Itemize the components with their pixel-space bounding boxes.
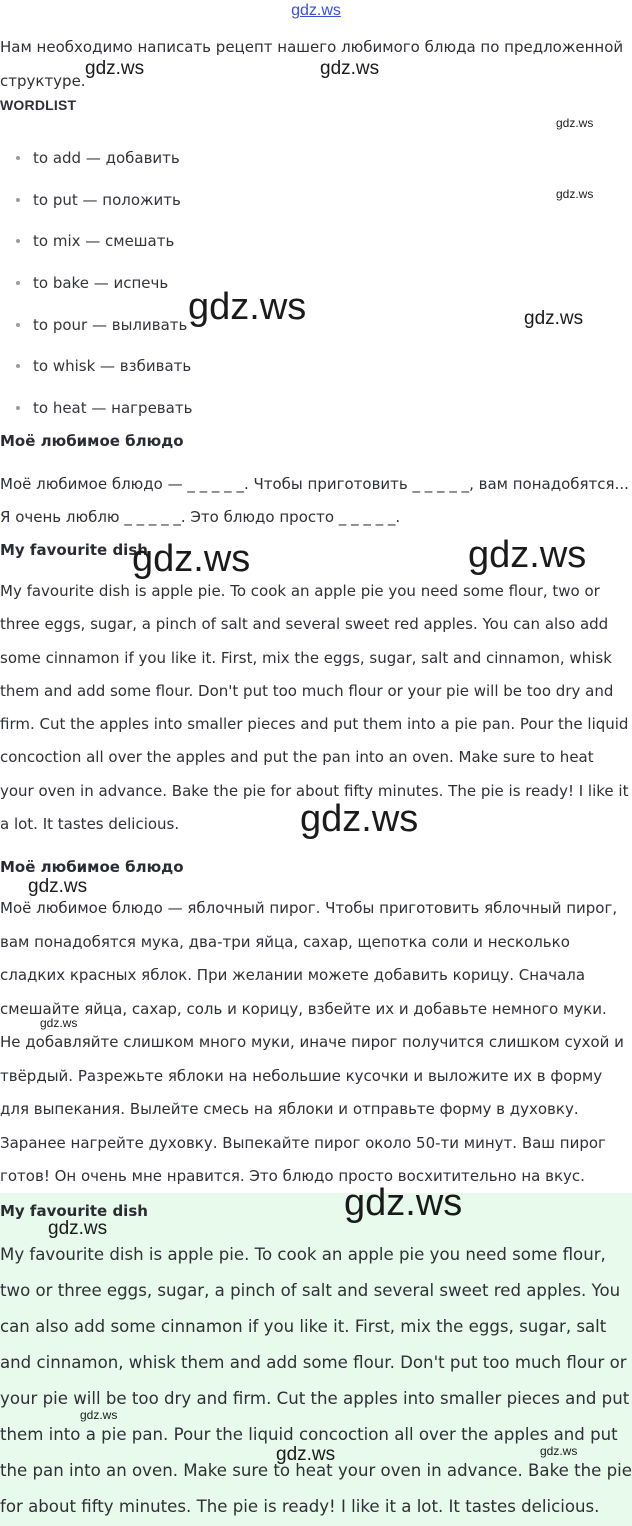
russian-heading: Моё любимое блюдо [0, 858, 184, 876]
watermark-text: gdz.ws [28, 876, 88, 897]
template-text [0, 468, 630, 534]
english-heading: My favourite dish [0, 541, 148, 559]
watermark-text: gdz.ws [524, 308, 584, 329]
watermark-text: gdz.ws [344, 1182, 463, 1224]
site-watermark-link[interactable]: gdz.ws [291, 2, 341, 19]
list-item: to put — положить [0, 182, 300, 224]
watermark-text: gdz.ws [320, 58, 380, 79]
watermark-text: gdz.ws [540, 1444, 578, 1458]
task-intro: Нам необходимо написать рецепт нашего любимого блюда по предложенной структуре. [0, 38, 624, 90]
template-heading: Моё любимое блюдо [0, 432, 184, 450]
list-item: to mix — смешать [0, 223, 300, 265]
watermark-text: gdz.ws [556, 116, 594, 130]
watermark-text: gdz.ws [40, 1016, 78, 1030]
watermark-text: gdz.ws [468, 534, 587, 576]
watermark-text: gdz.ws [85, 58, 145, 79]
list-item: to add — добавить [0, 140, 300, 182]
list-item: to pour — выливать [0, 307, 300, 349]
watermark-text: gdz.ws [188, 286, 307, 328]
english-text: My favourite dish is apple pie. To cook an apple pie you need some flour, two or three eggs, sugar, a pinch of salt and several sweet red apples. You can also add some cinnamon if you like it. First, mix the eggs, sugar, salt and cinnamon, whisk them and add some flour. Don't put too much flour or your pie will be too dry and firm. Cut the apples into smaller pieces and put them into a pie pan. Pour the liquid concoction all over the apples and put the pan into an oven. Make sure to heat your oven in advance. Bake the pie for about fifty minutes. The pie is ready! I like it a lot. It tastes delicious. [0, 582, 629, 834]
wordlist-title: WORDLIST [0, 97, 77, 113]
watermark-text: gdz.ws [300, 798, 419, 840]
template-line-1: Моё любимое блюдо — _ _ _ _ _. Чтобы приготовить _ _ _ _ _, вам понадобятся... [0, 475, 629, 493]
watermark-text: gdz.ws [80, 1408, 118, 1422]
answer-heading: My favourite dish [0, 1202, 148, 1220]
answer-text: My favourite dish is apple pie. To cook an apple pie you need some flour, two or three eggs, sugar, a pinch of salt and several sweet red apples. You can also add some cinnamon if you like it. First, mix the eggs, sugar, salt and cinnamon, whisk them and add some flour. Don't put too much flour or your pie will be too dry and firm. Cut the apples into smaller pieces and put them into a pie pan. Pour the liquid concoction all over the apples and put the pan into an oven. Make sure to heat your oven in advance. Bake the pie for about fifty minutes. The pie is ready! I like it a lot. It tastes delicious. [0, 1245, 632, 1516]
template-line-2: Я очень люблю _ _ _ _ _. Это блюдо просто _ _ _ _ _. [0, 508, 401, 526]
list-item: to bake — испечь [0, 265, 300, 307]
list-item: to whisk — взбивать [0, 348, 300, 390]
list-item: to heat — нагревать [0, 390, 300, 432]
watermark-text: gdz.ws [48, 1218, 108, 1239]
watermark-text: gdz.ws [556, 187, 594, 201]
russian-text: Моё любимое блюдо — яблочный пирог. Чтобы приготовить яблочный пирог, вам понадобятся мука, два-три яйца, сахар, щепотка соли и несколько сладких красных яблок. При желании можете добавить корицу. Сначала смешайте яйца, сахар, соль и корицу, взбейте их и добавьте немного муки. Не добавляйте слишком много муки, иначе пирог получится слишком сухой и твёрдый. Разрежьте яблоки на небольшие кусочки и выложите их в форму для выпекания. Вылейте смесь на яблоки и отправьте форму в духовку. Заранее нагрейте духовку. Выпекайте пирог около 50-ти минут. Ваш пирог готов! Он очень мне нравится. Это блюдо просто восхитительно на вкус. [0, 899, 624, 1185]
watermark-text: gdz.ws [132, 538, 251, 580]
watermark-text: gdz.ws [276, 1444, 336, 1465]
